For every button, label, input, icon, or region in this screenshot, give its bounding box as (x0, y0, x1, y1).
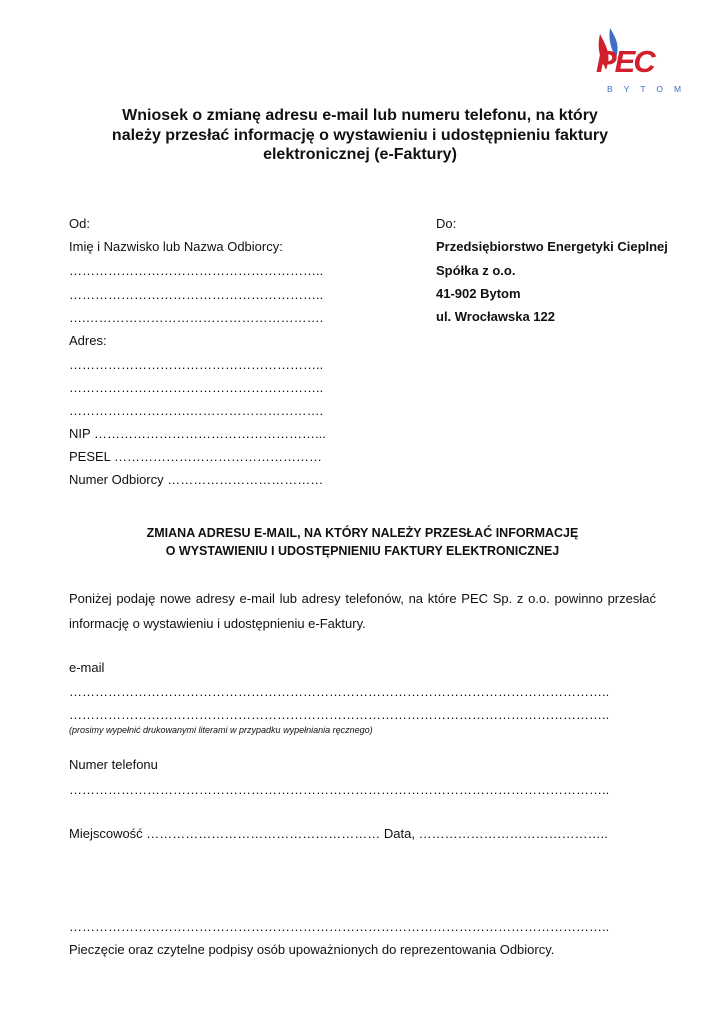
logo-text: PEC (596, 44, 654, 79)
name-field-2[interactable]: ………………………………………………….. (69, 287, 324, 302)
email-field-2[interactable]: …………………………………………………………………………………………………………….. (69, 707, 610, 722)
title-line-1: Wniosek o zmianę adresu e-mail lub numeru telefonu, na który (122, 107, 598, 124)
logo-subtitle: BYTOM (607, 84, 693, 94)
title-line-2: należy przesłać informację o wystawieniu i udostępnieniu faktury (111, 126, 609, 144)
email-note: (prosimy wypełnić drukowanymi literami w przypadku wypełniania ręcznego) (69, 725, 373, 735)
email-label: e-mail (69, 660, 105, 675)
document-title (80, 106, 640, 165)
recipient-line-3: 41-902 Bytom (436, 286, 521, 301)
name-label: Imię i Nazwisko lub Nazwa Odbiorcy: (69, 239, 283, 254)
place-date-field[interactable]: Miejscowość ……………………………………………… Data, …………………………………….. (69, 826, 608, 841)
section-heading-line-1: ZMIANA ADRESU E-MAIL, NA KTÓRY NALEŻY PRZESŁAĆ INFORMACJĘ (146, 526, 579, 540)
pec-logo (582, 24, 693, 100)
recipient-line-1: Przedsiębiorstwo Energetyki Cieplnej (436, 239, 668, 254)
address-field-3[interactable]: ……………………….…………………………. (69, 403, 324, 418)
section-heading-line-2: O WYSTAWIENIU I UDOSTĘPNIENIU FAKTURY ELEKTRONICZNEJ (165, 544, 560, 558)
signature-field[interactable]: …………………………………………………………………………………………………………….. (69, 919, 610, 934)
name-field-3[interactable]: ….………………………………………………. (69, 310, 324, 325)
intro-paragraph: Poniżej podaję nowe adresy e-mail lub adresy telefonów, na które PEC Sp. z o.o. powinno przesłać informację o wystawieniu i udostępnieniu e-Faktury. (69, 591, 656, 631)
title-line-3: elektronicznej (e-Faktury) (263, 146, 457, 163)
nip-field[interactable]: NIP ……………………………………………... (69, 426, 326, 441)
phone-label: Numer telefonu (69, 757, 158, 772)
pesel-field[interactable]: PESEL ………………………………………… (69, 449, 323, 464)
email-field-1[interactable]: …………………………………………………………………………………………………………….. (69, 684, 610, 699)
recipient-line-2: Spółka z o.o. (436, 263, 516, 278)
from-label: Od: (69, 216, 90, 231)
address-field-2[interactable]: ………………………………………………….. (69, 380, 324, 395)
address-field-1[interactable]: ………………………………………………….. (69, 357, 324, 372)
to-label: Do: (436, 216, 457, 231)
phone-field[interactable]: …………………………………………………………………………………………………………….. (69, 782, 610, 797)
customer-number-field[interactable]: Numer Odbiorcy ……………………………… (69, 472, 324, 487)
signature-caption: Pieczęcie oraz czytelne podpisy osób upoważnionych do reprezentowania Odbiorcy. (69, 942, 555, 957)
name-field-1[interactable]: ………………………………………………….. (69, 263, 324, 278)
address-label: Adres: (69, 333, 107, 348)
section-heading (60, 524, 665, 560)
recipient-line-4: ul. Wrocławska 122 (436, 309, 555, 324)
